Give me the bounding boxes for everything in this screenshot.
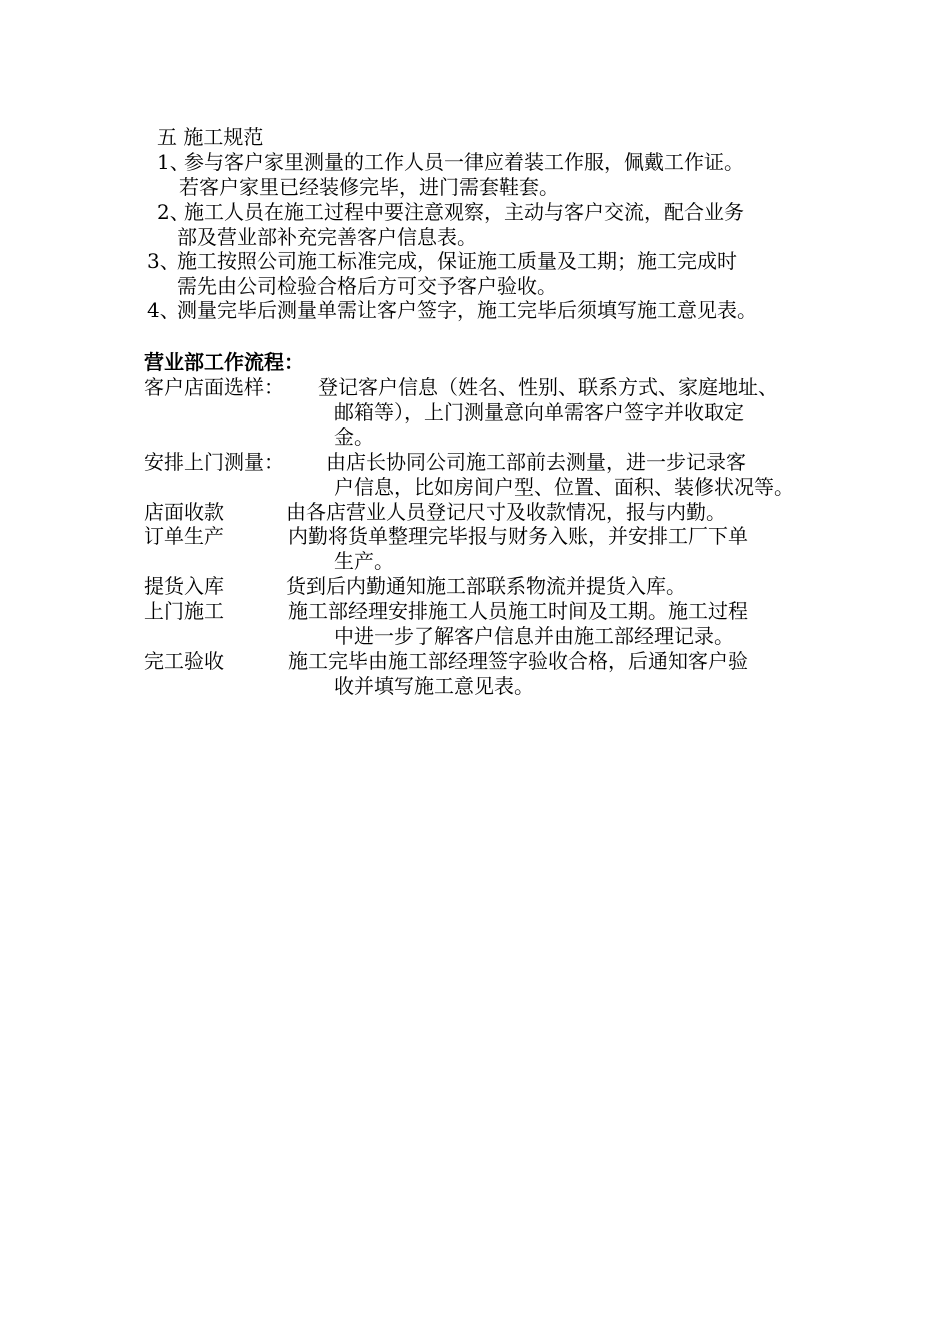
workflow-step-label: 订单生产 [144, 524, 224, 548]
list-item-text: 施工按照公司施工标准完成，保证施工质量及工期；施工完成时 [177, 249, 737, 273]
list-item-text: 测量完毕后测量单需让客户签字，施工完毕后须填写施工意见表。 [177, 298, 757, 322]
workflow-step-label: 客户店面选样： [144, 375, 284, 399]
list-item-number: 3、 [147, 249, 180, 273]
workflow-step-text: 内勤将货单整理完毕报与财务入账，并安排工厂下单 [288, 524, 748, 548]
workflow-step-text: 货到后内勤通知施工部联系物流并提货入库。 [286, 574, 686, 598]
workflow-step-text: 由店长协同公司施工部前去测量，进一步记录客 [326, 450, 746, 474]
workflow-step-text: 施工完毕由施工部经理签字验收合格，后通知客户验 [288, 649, 748, 673]
workflow-step-label: 提货入库 [144, 574, 224, 598]
list-item-text-continued: 若客户家里已经装修完毕，进门需套鞋套。 [179, 175, 559, 199]
workflow-step-label: 店面收款 [144, 500, 224, 524]
list-item-number: 4、 [147, 298, 180, 322]
workflow-step-text-continued: 收并填写施工意见表。 [334, 674, 534, 698]
workflow-step-text-continued: 金。 [334, 425, 374, 449]
workflow-step-label: 完工验收 [144, 649, 224, 673]
workflow-step-label: 安排上门测量： [144, 450, 284, 474]
workflow-step-text: 施工部经理安排施工人员施工时间及工期。施工过程 [288, 599, 748, 623]
workflow-step-text-continued: 生产。 [334, 549, 394, 573]
list-item-number: 1、 [157, 150, 190, 174]
workflow-step-text: 由各店营业人员登记尺寸及收款情况，报与内勤。 [286, 500, 726, 524]
list-item-text-continued: 需先由公司检验合格后方可交予客户验收。 [177, 274, 557, 298]
workflow-step-label: 上门施工 [144, 599, 224, 623]
workflow-step-text-continued: 中进一步了解客户信息并由施工部经理记录。 [334, 624, 734, 648]
list-item-text: 施工人员在施工过程中要注意观察，主动与客户交流，配合业务 [184, 200, 744, 224]
list-item-text-continued: 部及营业部补充完善客户信息表。 [177, 225, 477, 249]
workflow-step-text-continued: 邮箱等），上门测量意向单需客户签字并收取定 [334, 400, 744, 424]
workflow-step-text-continued: 户信息，比如房间户型、位置、面积、装修状况等。 [334, 475, 794, 499]
list-item-text: 参与客户家里测量的工作人员一律应着装工作服，佩戴工作证。 [184, 150, 744, 174]
workflow-step-text: 登记客户信息（姓名、性别、联系方式、家庭地址、 [318, 375, 778, 399]
list-item-number: 2、 [157, 200, 190, 224]
section-heading: 五 施工规范 [157, 125, 264, 149]
workflow-heading: 营业部工作流程： [144, 350, 304, 374]
